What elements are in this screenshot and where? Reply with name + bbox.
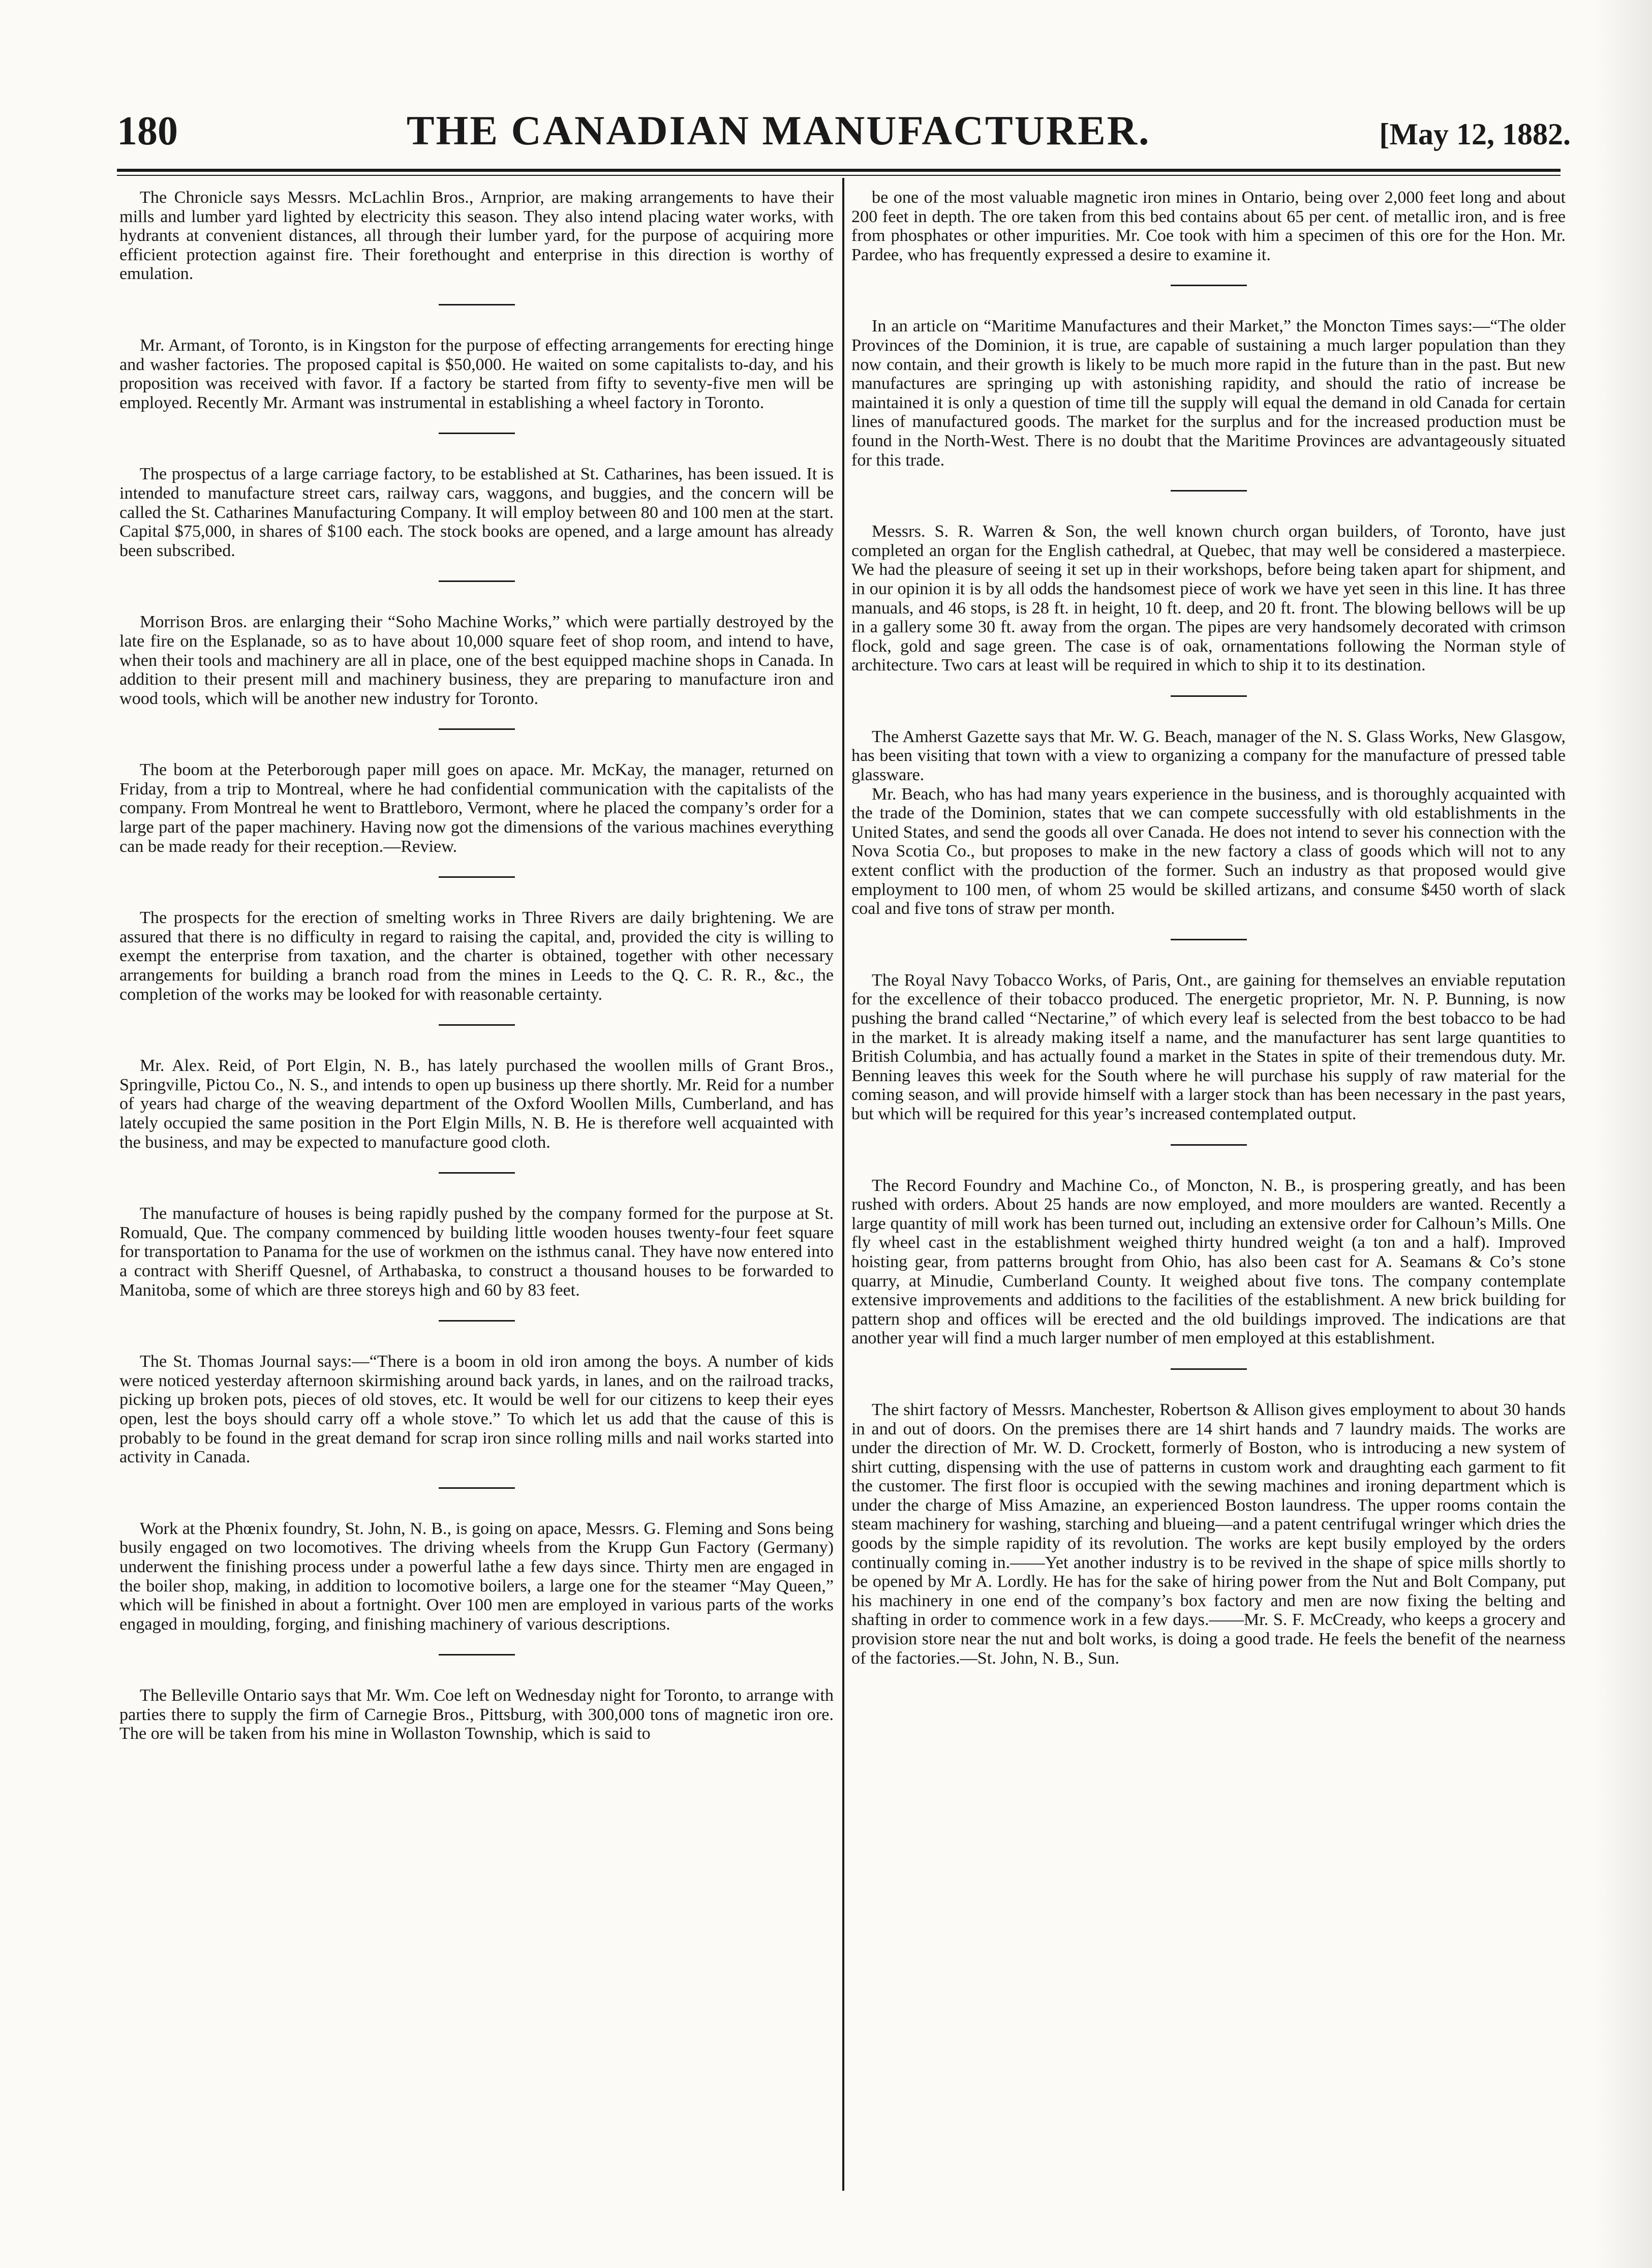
column-divider — [842, 178, 844, 2191]
article — [119, 1056, 834, 1152]
article-paragraph: Morrison Bros. are enlarging their “Soho Machine Works,” which were partially destroyed by the late fire on the Esplanade, so as to have about 10,000 square feet of shop room, and intend to have, when their tools and machinery are all in place, one of the best equipped machine shops in Canada. In addition to their present mill and machinery business, they are preparing to manufacture iron and wood tools, which will be another new industry for Toronto. — [119, 612, 834, 708]
journal-title: THE CANADIAN MANUFACTURER. — [406, 107, 1151, 154]
article-separator — [439, 1024, 515, 1026]
article — [119, 188, 834, 284]
article-paragraph: Work at the Phœnix foundry, St. John, N. B., is going on apace, Messrs. G. Fleming and Sons being busily engaged on two locomotives. The driving wheels from the Krupp Gun Factory (Germany) underwent the finishing process under a powerful lathe a few days since. Thirty men are engaged in the boiler shop, making, in addition to locomotive boilers, a large one for the steamer “May Queen,” which will be finished in about a fortnight. Over 100 men are employed in various parts of the works engaged in moulding, forging, and finishing machinery of various descriptions. — [119, 1519, 834, 1634]
right-column — [851, 188, 1566, 2186]
article-paragraph: The Amherst Gazette says that Mr. W. G. Beach, manager of the N. S. Glass Works, New Glasgow, has been visiting that town with a view to organizing a company for the manufacture of pressed table glassware. — [851, 727, 1566, 785]
article-paragraph: The prospects for the erection of smelting works in Three Rivers are daily brightening. We are assured that there is no difficulty in regard to raising the capital, and, provided the city is willing to exempt the enterprise from taxation, and the charter is obtained, together with other necessary arrangements for building a branch road from the mines in Leeds to the Q. C. R. R., &c., the completion of the works may be looked for with reasonable certainty. — [119, 908, 834, 1004]
article — [119, 1686, 834, 1743]
article-separator — [439, 304, 515, 305]
page-edge-shadow — [1596, 0, 1652, 2268]
issue-date: [May 12, 1882. — [1379, 117, 1571, 151]
article — [851, 971, 1566, 1124]
left-column — [119, 188, 834, 2186]
page-number: 180 — [117, 109, 178, 154]
article — [119, 465, 834, 560]
article-paragraph: The boom at the Peterborough paper mill goes on apace. Mr. McKay, the manager, returned on Friday, from a trip to Montreal, where he had confidential communication with the capitalists of the company. From Montreal he went to Brattleboro, Vermont, where he placed the company’s order for a large part of the paper machinery. Having now got the dimensions of the various machines everything can be made ready for their reception.—Review. — [119, 760, 834, 856]
article-paragraph: Messrs. S. R. Warren & Son, the well known church organ builders, of Toronto, have just completed an organ for the English cathedral, at Quebec, that may well be considered a masterpiece. We had the pleasure of seeing it set up in their workshops, before being taken apart for shipment, and in our opinion it is by all odds the handsomest piece of work we have yet seen in this line. It has three manuals, and 46 stops, is 28 ft. in height, 10 ft. deep, and 20 ft. front. The blowing bellows will be up in a gallery some 30 ft. away from the organ. The pipes are very handsomely decorated with crimson flock, gold and sage green. The case is of oak, ornamentations following the Norman style of architecture. Two cars at least will be required in which to ship it to its destination. — [851, 522, 1566, 675]
article-paragraph: Mr. Beach, who has had many years experience in the business, and is thoroughly acquainted with the trade of the Dominion, states that we can compete successfully with old establishments in the United States, and send the goods all over Canada. He does not intend to sever his connection with the Nova Scotia Co., but proposes to make in the new factory a class of goods which will not to any extent conflict with the production of the former. Such an industry as that proposed would give employment to 100 men, of whom 25 would be skilled artizans, and consume $450 worth of slack coal and five tons of straw per month. — [851, 784, 1566, 918]
article — [851, 522, 1566, 675]
article — [851, 727, 1566, 918]
article-separator — [439, 728, 515, 730]
article-paragraph: The St. Thomas Journal says:—“There is a boom in old iron among the boys. A number of kids were noticed yesterday afternoon skirmishing around back yards, in lanes, and on the railroad tracks, picking up broken pots, pieces of old stoves, etc. It would be well for our citizens to keep their eyes open, lest the boys should carry off a whole stove.” To which let us add that the cause of this is probably to be found in the great demand for scrap iron since rolling mills and nail works started into activity in Canada. — [119, 1352, 834, 1467]
article — [851, 317, 1566, 470]
article-separator — [1171, 285, 1247, 286]
article-paragraph: The Chronicle says Messrs. McLachlin Bros., Arnprior, are making arrangements to have their mills and lumber yard lighted by electricity this season. They also intend placing water works, with hydrants at convenient distances, all through their lumber yard, for the purpose of acquiring more efficient protection against fire. Their forethought and enterprise in this direction is worthy of emulation. — [119, 188, 834, 284]
article-separator — [439, 1487, 515, 1489]
article-paragraph: The Belleville Ontario says that Mr. Wm. Coe left on Wednesday night for Toronto, to arrange with parties there to supply the firm of Carnegie Bros., Pittsburg, with 300,000 tons of magnetic iron ore. The ore will be taken from his mine in Wollaston Township, which is said to — [119, 1686, 834, 1743]
header-rule — [117, 169, 1561, 172]
article-paragraph: The Royal Navy Tobacco Works, of Paris, Ont., are gaining for themselves an enviable reputation for the excellence of their tobacco produced. The energetic proprietor, Mr. N. P. Bunning, is now pushing the brand called “Nectarine,” of which every leaf is selected from the best tobacco to be had in the market. It is already making itself a name, and the manufacturer has sent large quantities to British Columbia, and has actually found a market in the States in spite of their tremendous duty. Mr. Benning leaves this week for the South where he will purchase his supply of raw material for the coming season, and will provide himself with a larger stock than has been necessary in the past years, but which will be required for this year’s increased contemplated output. — [851, 970, 1566, 1123]
article-paragraph: The prospectus of a large carriage factory, to be established at St. Catharines, has been issued. It is intended to manufacture street cars, railway cars, waggons, and buggies, and the concern will be called the St. Catharines Manufacturing Company. It will employ between 80 and 100 men at the start. Capital $75,000, in shares of $100 each. The stock books are opened, and a large amount has already been subscribed. — [119, 465, 834, 560]
article — [119, 336, 834, 412]
article — [851, 1400, 1566, 1668]
article — [119, 760, 834, 856]
article-separator — [1171, 1144, 1247, 1146]
article — [119, 1204, 834, 1300]
article-paragraph: Mr. Alex. Reid, of Port Elgin, N. B., has lately purchased the woollen mills of Grant Bros., Springville, Pictou Co., N. S., and intends to open up business up there shortly. Mr. Reid for a number of years had charge of the weaving department of the Oxford Woollen Mills, Cumberland, and has lately occupied the same position in the Port Elgin Mills, N. B. He is therefore well acquainted with the business, and may be expected to manufacture good cloth. — [119, 1056, 834, 1152]
article-separator — [439, 580, 515, 582]
article-separator — [439, 876, 515, 878]
header-rule-thin — [117, 175, 1561, 176]
article-paragraph: Mr. Armant, of Toronto, is in Kingston for the purpose of effecting arrangements for erecting hinge and washer factories. The proposed capital is $50,000. He waited on some capitalists to-day, and his proposition was received with favor. If a factory be started from fifty to seventy-five men will be employed. Recently Mr. Armant was instrumental in establishing a wheel factory in Toronto. — [119, 335, 834, 412]
article — [119, 612, 834, 708]
article-paragraph: The shirt factory of Messrs. Manchester, Robertson & Allison gives employment to about 30 hands in and out of doors. On the premises there are 14 shirt hands and 7 laundry maids. The works are under the direction of Mr. W. D. Crockett, formerly of Boston, who is introducing a new system of shirt cutting, dispensing with the use of patterns in custom work and draughting each garment to fit the customer. The first floor is occupied with the sewing machines and ironing department which is under the charge of Miss Amazine, an experienced Boston laundress. The upper rooms contain the steam machinery for washing, starching and blueing—and a patent centrifugal wringer which dries the goods by the simple rapidity of its revolution. The works are kept busily employed by the orders continually coming in.——Yet another industry is to be revived in the shape of spice mills shortly to be opened by Mr A. Lordly. He has for the sake of hiring power from the Nut and Bolt Company, put his machinery in one end of the company’s box factory and men are now fixing the belting and shafting in order to commence work in a few days.——Mr. S. F. McCready, who keeps a grocery and provision store near the nut and bolt works, is doing a good trade. He feels the benefit of the nearness of the factories.—St. John, N. B., Sun. — [851, 1400, 1566, 1668]
article-separator — [439, 1172, 515, 1174]
article-paragraph: The Record Foundry and Machine Co., of Moncton, N. B., is prospering greatly, and has been rushed with orders. About 25 hands are now employed, and more moulders are wanted. Recently a large quantity of mill work has been turned out, including an extensive order for Calhoun’s Mills. One fly wheel cast in the establishment weighed thirty hundred weight (a ton and a half). Improved hoisting gear, from patterns brought from Ohio, has also been cast for A. Seamans & Co’s stone quarry, at Minudie, Cumberland County. It weighed about five tons. The company contemplate extensive improvements and additions to the facilities of the establishment. A new brick building for pattern shop and offices will be erected and the old buildings improved. The indications are that another year will find a much larger number of men employed at this establishment. — [851, 1176, 1566, 1348]
article-separator — [1171, 695, 1247, 697]
article-separator — [1171, 1368, 1247, 1370]
article — [119, 1519, 834, 1634]
masthead — [117, 107, 1571, 163]
article-separator — [1171, 939, 1247, 940]
article-paragraph: be one of the most valuable magnetic iron mines in Ontario, being over 2,000 feet long and about 200 feet in depth. The ore taken from this bed contains about 65 per cent. of metallic iron, and is free from phosphates or other impurities. Mr. Coe took with him a specimen of this ore for the Hon. Mr. Pardee, who has frequently expressed a desire to examine it. — [851, 188, 1566, 264]
article-separator — [1171, 490, 1247, 492]
article — [119, 908, 834, 1004]
article-paragraph: In an article on “Maritime Manufactures and their Market,” the Moncton Times says:—“The older Provinces of the Dominion, it is true, are capable of sustaining a much larger population than they now contain, and their growth is likely to be much more rapid in the future than in the past. But new manufactures are springing up with astonishing rapidity, and should the ratio of increase be maintained it is only a question of time till the supply will equal the demand in old Canada for certain lines of manufactured goods. The market for the surplus and for the increased production must be found in the North-West. There is no doubt that the Maritime Provinces are advantageously situated for this trade. — [851, 317, 1566, 470]
article-paragraph: The manufacture of houses is being rapidly pushed by the company formed for the purpose at St. Romuald, Que. The company commenced by building little wooden houses twenty-four feet square for transportation to Panama for the use of workmen on the isthmus canal. They have now entered into a contract with Sheriff Quesnel, of Arthabaska, to construct a thousand houses to be forwarded to Manitoba, some of which are three storeys high and 60 by 83 feet. — [119, 1204, 834, 1300]
article — [119, 1352, 834, 1467]
article-separator — [439, 1320, 515, 1322]
article-separator — [439, 433, 515, 434]
article — [851, 188, 1566, 264]
article-separator — [439, 1654, 515, 1656]
article — [851, 1176, 1566, 1348]
